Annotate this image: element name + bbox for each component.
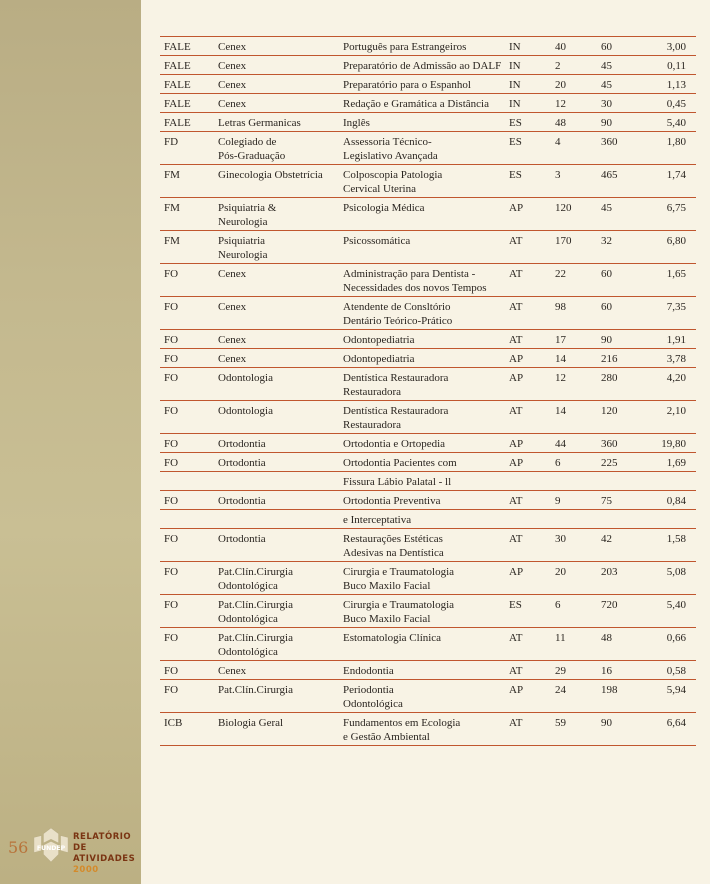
department-cell: Odontologia <box>218 368 343 401</box>
report-title-line1: RELATÓRIO DE <box>73 832 132 853</box>
col-b-cell: 720 <box>601 595 657 628</box>
unit-cell: FM <box>160 231 218 264</box>
table-row <box>160 595 696 628</box>
type-cell: ES <box>509 113 555 132</box>
course-cell: Fundamentos em Ecologia e Gestão Ambiental <box>343 713 509 746</box>
unit-cell <box>160 472 218 491</box>
col-a-cell: 59 <box>555 713 601 746</box>
department-cell: Cenex <box>218 37 343 56</box>
col-a-cell: 120 <box>555 198 601 231</box>
department-cell <box>218 510 343 529</box>
unit-cell: FM <box>160 165 218 198</box>
col-c-cell: 0,11 <box>657 56 696 75</box>
col-b-cell <box>601 510 657 529</box>
course-cell: Ortodontia Preventiva <box>343 491 509 510</box>
course-cell: Preparatório de Admissão ao DALF <box>343 56 509 75</box>
col-c-cell: 5,40 <box>657 113 696 132</box>
type-cell: AT <box>509 297 555 330</box>
type-cell <box>509 472 555 491</box>
col-a-cell: 98 <box>555 297 601 330</box>
col-c-cell: 1,13 <box>657 75 696 94</box>
unit-cell: ICB <box>160 713 218 746</box>
unit-cell: FALE <box>160 75 218 94</box>
col-c-cell: 1,58 <box>657 529 696 562</box>
department-cell: Colegiado de Pós-Graduação <box>218 132 343 165</box>
type-cell: ES <box>509 132 555 165</box>
col-c-cell: 1,74 <box>657 165 696 198</box>
col-a-cell: 20 <box>555 75 601 94</box>
type-cell <box>509 510 555 529</box>
col-a-cell: 48 <box>555 113 601 132</box>
col-c-cell: 1,69 <box>657 453 696 472</box>
col-c-cell: 0,66 <box>657 628 696 661</box>
department-cell: Ginecologia Obstetrícia <box>218 165 343 198</box>
col-c-cell: 3,00 <box>657 37 696 56</box>
unit-cell: FO <box>160 562 218 595</box>
course-cell: Dentística Restauradora Restauradora <box>343 368 509 401</box>
course-cell: Endodontia <box>343 661 509 680</box>
unit-cell: FO <box>160 529 218 562</box>
col-b-cell: 30 <box>601 94 657 113</box>
type-cell: AT <box>509 401 555 434</box>
table-row <box>160 165 696 198</box>
department-cell: Letras Germanicas <box>218 113 343 132</box>
department-cell: Odontologia <box>218 401 343 434</box>
col-c-cell: 4,20 <box>657 368 696 401</box>
type-cell: AP <box>509 453 555 472</box>
col-c-cell: 5,94 <box>657 680 696 713</box>
department-cell: Ortodontia <box>218 453 343 472</box>
type-cell: ES <box>509 165 555 198</box>
col-c-cell: 6,80 <box>657 231 696 264</box>
unit-cell: FO <box>160 349 218 368</box>
col-a-cell: 29 <box>555 661 601 680</box>
col-a-cell: 44 <box>555 434 601 453</box>
department-cell: Psiquiatria Neurologia <box>218 231 343 264</box>
department-cell: Pat.Clín.Cirurgia Odontológica <box>218 628 343 661</box>
unit-cell: FO <box>160 595 218 628</box>
col-c-cell <box>657 472 696 491</box>
table-row <box>160 198 696 231</box>
unit-cell: FALE <box>160 113 218 132</box>
table-row <box>160 680 696 713</box>
table-row <box>160 349 696 368</box>
type-cell: AT <box>509 330 555 349</box>
type-cell: IN <box>509 75 555 94</box>
table-row <box>160 453 696 472</box>
course-cell: Colposcopia Patologia Cervical Uterina <box>343 165 509 198</box>
col-c-cell: 0,58 <box>657 661 696 680</box>
col-a-cell: 20 <box>555 562 601 595</box>
table-row <box>160 264 696 297</box>
department-cell <box>218 472 343 491</box>
col-c-cell: 5,08 <box>657 562 696 595</box>
col-c-cell: 19,80 <box>657 434 696 453</box>
type-cell: IN <box>509 56 555 75</box>
col-c-cell: 3,78 <box>657 349 696 368</box>
course-cell: Atendente de Consltório Dentário Teórico-Prático <box>343 297 509 330</box>
table-row <box>160 75 696 94</box>
table-row <box>160 132 696 165</box>
type-cell: ES <box>509 595 555 628</box>
col-a-cell: 2 <box>555 56 601 75</box>
col-c-cell <box>657 510 696 529</box>
col-a-cell: 12 <box>555 94 601 113</box>
table-row <box>160 368 696 401</box>
col-b-cell: 45 <box>601 75 657 94</box>
type-cell: AT <box>509 628 555 661</box>
col-b-cell: 203 <box>601 562 657 595</box>
sidebar-band <box>0 0 141 884</box>
course-cell: Ortodontia Pacientes com <box>343 453 509 472</box>
col-b-cell: 60 <box>601 297 657 330</box>
department-cell: Ortodontia <box>218 491 343 510</box>
table-row <box>160 297 696 330</box>
type-cell: AP <box>509 349 555 368</box>
col-c-cell: 2,10 <box>657 401 696 434</box>
col-b-cell: 216 <box>601 349 657 368</box>
type-cell: AP <box>509 368 555 401</box>
col-a-cell: 12 <box>555 368 601 401</box>
fundep-logo-icon <box>32 826 70 864</box>
report-title-line2 <box>73 854 143 876</box>
unit-cell <box>160 510 218 529</box>
course-cell: Restaurações Estéticas Adesivas na Dentística <box>343 529 509 562</box>
col-b-cell: 60 <box>601 264 657 297</box>
unit-cell: FO <box>160 491 218 510</box>
course-cell: Redação e Gramática a Distância <box>343 94 509 113</box>
table-row <box>160 113 696 132</box>
table-row <box>160 472 696 491</box>
course-cell: e Interceptativa <box>343 510 509 529</box>
type-cell: AT <box>509 529 555 562</box>
col-a-cell: 6 <box>555 453 601 472</box>
department-cell: Biologia Geral <box>218 713 343 746</box>
col-b-cell: 465 <box>601 165 657 198</box>
col-c-cell: 0,45 <box>657 94 696 113</box>
col-c-cell: 1,80 <box>657 132 696 165</box>
col-b-cell: 198 <box>601 680 657 713</box>
col-b-cell: 225 <box>601 453 657 472</box>
unit-cell: FO <box>160 661 218 680</box>
table-row <box>160 94 696 113</box>
table-row <box>160 510 696 529</box>
department-cell: Cenex <box>218 297 343 330</box>
table-row <box>160 713 696 746</box>
col-a-cell: 40 <box>555 37 601 56</box>
page-number: 56 <box>8 838 29 857</box>
department-cell: Ortodontia <box>218 434 343 453</box>
col-a-cell: 14 <box>555 349 601 368</box>
table-row <box>160 401 696 434</box>
col-b-cell: 360 <box>601 434 657 453</box>
table-row <box>160 562 696 595</box>
report-year: 2000 <box>73 865 99 875</box>
col-a-cell: 170 <box>555 231 601 264</box>
col-a-cell: 24 <box>555 680 601 713</box>
col-b-cell: 90 <box>601 713 657 746</box>
course-cell: Estomatologia Clínica <box>343 628 509 661</box>
col-a-cell: 4 <box>555 132 601 165</box>
unit-cell: FO <box>160 628 218 661</box>
unit-cell: FO <box>160 453 218 472</box>
course-cell: Periodontia Odontológica <box>343 680 509 713</box>
department-cell: Cenex <box>218 264 343 297</box>
unit-cell: FALE <box>160 56 218 75</box>
col-c-cell: 5,40 <box>657 595 696 628</box>
course-cell: Administração para Dentista - Necessidades dos novos Tempos <box>343 264 509 297</box>
unit-cell: FO <box>160 297 218 330</box>
table-row <box>160 330 696 349</box>
col-a-cell <box>555 510 601 529</box>
col-a-cell: 14 <box>555 401 601 434</box>
table-row <box>160 628 696 661</box>
unit-cell: FALE <box>160 37 218 56</box>
col-c-cell: 0,84 <box>657 491 696 510</box>
col-b-cell: 90 <box>601 113 657 132</box>
unit-cell: FD <box>160 132 218 165</box>
type-cell: AT <box>509 264 555 297</box>
col-b-cell: 32 <box>601 231 657 264</box>
course-cell: Fissura Lábio Palatal - ll <box>343 472 509 491</box>
course-cell: Odontopediatria <box>343 349 509 368</box>
department-cell: Cenex <box>218 349 343 368</box>
courses-table-body <box>160 37 696 746</box>
unit-cell: FO <box>160 401 218 434</box>
col-a-cell: 9 <box>555 491 601 510</box>
col-b-cell: 48 <box>601 628 657 661</box>
col-b-cell: 360 <box>601 132 657 165</box>
type-cell: AP <box>509 680 555 713</box>
type-cell: AT <box>509 661 555 680</box>
col-b-cell: 75 <box>601 491 657 510</box>
department-cell: Pat.Clín.Cirurgia Odontológica <box>218 595 343 628</box>
type-cell: AT <box>509 231 555 264</box>
col-a-cell: 17 <box>555 330 601 349</box>
department-cell: Psiquiatria & Neurologia <box>218 198 343 231</box>
type-cell: AP <box>509 562 555 595</box>
department-cell: Pat.Clín.Cirurgia <box>218 680 343 713</box>
col-a-cell: 22 <box>555 264 601 297</box>
col-a-cell <box>555 472 601 491</box>
courses-table <box>160 36 696 746</box>
col-b-cell: 280 <box>601 368 657 401</box>
table-row <box>160 37 696 56</box>
col-a-cell: 30 <box>555 529 601 562</box>
logo-text: FUNDEP <box>36 844 66 852</box>
table-row <box>160 231 696 264</box>
col-b-cell: 120 <box>601 401 657 434</box>
col-b-cell: 16 <box>601 661 657 680</box>
col-c-cell: 6,64 <box>657 713 696 746</box>
col-c-cell: 1,65 <box>657 264 696 297</box>
col-b-cell: 90 <box>601 330 657 349</box>
department-cell: Cenex <box>218 56 343 75</box>
department-cell: Pat.Clín.Cirurgia Odontológica <box>218 562 343 595</box>
type-cell: AP <box>509 434 555 453</box>
col-b-cell: 45 <box>601 198 657 231</box>
col-c-cell: 7,35 <box>657 297 696 330</box>
table-row <box>160 491 696 510</box>
col-b-cell: 42 <box>601 529 657 562</box>
table-row <box>160 434 696 453</box>
course-cell: Cirurgia e Traumatologia Buco Maxilo Facial <box>343 562 509 595</box>
course-cell: Inglês <box>343 113 509 132</box>
report-title <box>73 832 143 876</box>
course-cell: Psicossomática <box>343 231 509 264</box>
col-a-cell: 11 <box>555 628 601 661</box>
table-row <box>160 529 696 562</box>
course-cell: Preparatório para o Espanhol <box>343 75 509 94</box>
department-cell: Cenex <box>218 75 343 94</box>
unit-cell: FO <box>160 434 218 453</box>
course-cell: Psicologia Médica <box>343 198 509 231</box>
col-c-cell: 6,75 <box>657 198 696 231</box>
unit-cell: FO <box>160 264 218 297</box>
type-cell: AT <box>509 491 555 510</box>
unit-cell: FO <box>160 680 218 713</box>
col-b-cell: 45 <box>601 56 657 75</box>
report-title-word: ATIVIDADES <box>73 854 136 864</box>
col-b-cell <box>601 472 657 491</box>
col-a-cell: 6 <box>555 595 601 628</box>
course-cell: Odontopediatria <box>343 330 509 349</box>
course-cell: Ortodontia e Ortopedia <box>343 434 509 453</box>
course-cell: Dentística Restauradora Restauradora <box>343 401 509 434</box>
type-cell: AT <box>509 713 555 746</box>
department-cell: Ortodontia <box>218 529 343 562</box>
department-cell: Cenex <box>218 330 343 349</box>
table-row <box>160 661 696 680</box>
unit-cell: FO <box>160 330 218 349</box>
unit-cell: FM <box>160 198 218 231</box>
unit-cell: FO <box>160 368 218 401</box>
type-cell: AP <box>509 198 555 231</box>
course-cell: Cirurgia e Traumatologia Buco Maxilo Facial <box>343 595 509 628</box>
unit-cell: FALE <box>160 94 218 113</box>
col-c-cell: 1,91 <box>657 330 696 349</box>
col-a-cell: 3 <box>555 165 601 198</box>
course-cell: Português para Estrangeiros <box>343 37 509 56</box>
col-b-cell: 60 <box>601 37 657 56</box>
table-row <box>160 56 696 75</box>
type-cell: IN <box>509 94 555 113</box>
type-cell: IN <box>509 37 555 56</box>
department-cell: Cenex <box>218 661 343 680</box>
course-cell: Assessoria Técnico- Legislativo Avançada <box>343 132 509 165</box>
department-cell: Cenex <box>218 94 343 113</box>
